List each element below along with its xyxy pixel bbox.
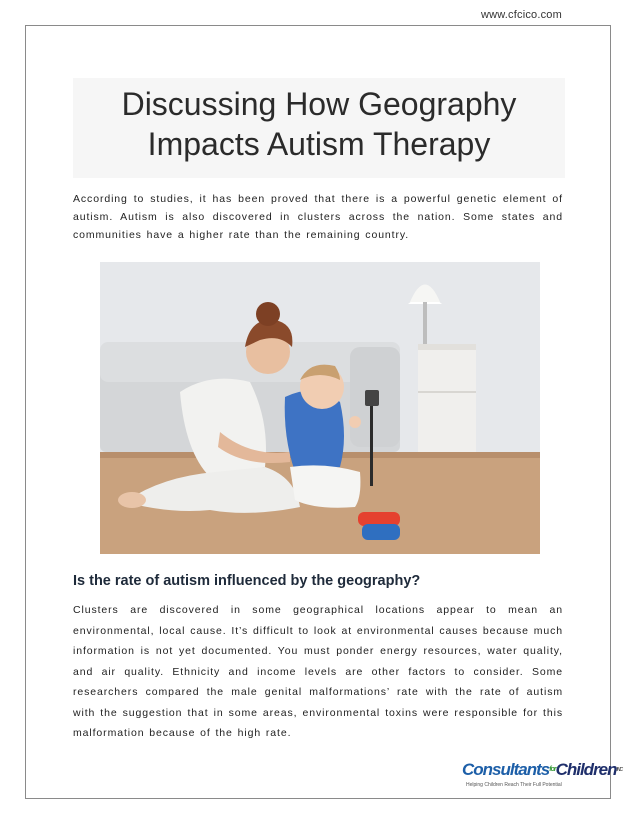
- logo-connector: for: [549, 766, 556, 773]
- article-title: [73, 84, 565, 164]
- title-line-2: Impacts Autism Therapy: [147, 126, 491, 162]
- section-heading: Is the rate of autism influenced by the geography?: [73, 573, 421, 589]
- logo-part1: Consultants: [462, 760, 550, 779]
- logo-tagline: Helping Children Reach Their Full Potential: [466, 782, 562, 788]
- title-line-1: Discussing How Geography: [121, 86, 517, 122]
- photo-illustration: [100, 262, 540, 554]
- intro-paragraph: According to studies, it has been proved that there is a powerful genetic element of autism. Autism is also discovered in clusters across the nation. Some states and communities have a higher rate than the remaining country.: [73, 193, 563, 241]
- logo-wordmark: [462, 760, 622, 780]
- site-url: www.cfcico.com: [480, 9, 562, 21]
- logo-suffix: INC: [616, 767, 623, 773]
- company-logo: [462, 760, 623, 794]
- mother-child-photo: [100, 262, 540, 554]
- logo-part2: Children: [555, 760, 617, 779]
- section-body: Clusters are discovered in some geographical locations appear to mean an environmental, local cause. It’s difficult to look at environmental causes because much information is not yet documented. You must ponder energy resources, water quality, and air quality. Ethnicity and income levels are other factors to consider. Some researchers compared the male genital malformations’ rate with the rate of autism with the suggestion that in some areas, environmental toxins were responsible for this malformation because of the high rate.: [73, 604, 563, 739]
